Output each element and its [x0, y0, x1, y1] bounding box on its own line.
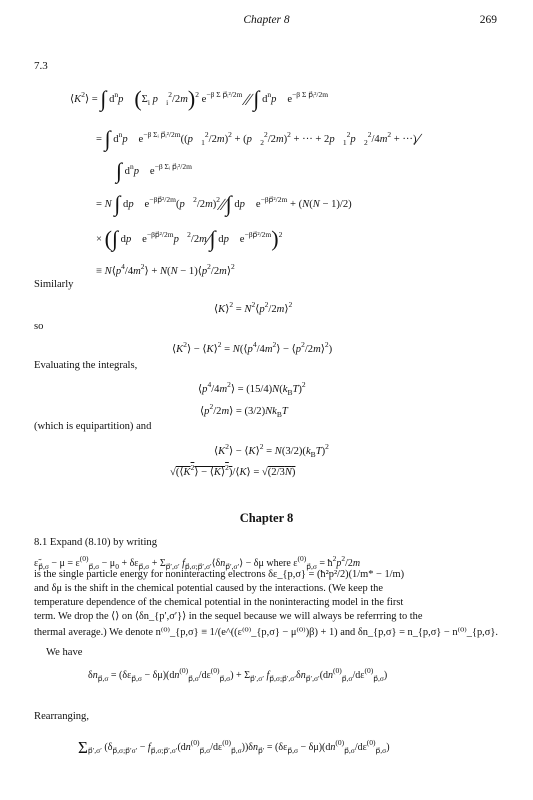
problem-number-7-3: 7.3: [34, 60, 48, 72]
text-8-1-line6: term. We drop the ⟨⟩ on ⟨δn_{p′,σ′}⟩ in the sequel because we will always be referrring to the: [34, 611, 423, 622]
chapter-heading: Chapter 8: [239, 511, 294, 525]
text-we-have: We have: [46, 647, 83, 658]
equation-p4-average: $⟨p^4/4m^2⟩ = (15/4)N(k_BT)^2$: [198, 380, 306, 397]
equation-variance-result: $⟨K^2⟩$ − ⟨K⟩$^2$ = $N(3/2)(k_BT)^2$: [214, 442, 329, 459]
equation-variance: $⟨K^2⟩$ − ⟨K⟩$^2$ = $N(⟨p^4/4m^2⟩$ − $⟨p^2/2m⟩^2$): [172, 340, 333, 355]
text-8-1-line4: and δμ is the shift in the chemical potential caused by the interactions. (We keep the: [34, 583, 383, 594]
equation-delta-n: $\delta n_{p⃗,\sigma} = (\delta\varepsilon_{p⃗,\sigma} - \delta\mu)(dn^{(0)}_{p⃗,\sigma}/d\varepsilon^{(0)}_{p⃗,\sigma}) + \Sigma_{p⃗',\sigma'}$ $f_{p⃗,\sigma;p⃗',\sigma'}\delta n_{p⃗',\sigma'}(dn^{(0)}_{p⃗,\sigma}/d\varepsilon^{(0)}_{p⃗,\sigma})$: [88, 666, 388, 683]
text-so: so: [34, 321, 44, 332]
equation-rearranged: $\Sigma_{p⃗',\sigma'}$ $(\delta_{p⃗,\sigma;p⃗'\sigma'} - f_{p⃗,\sigma;p⃗',\sigma'}(dn^{(0)}_{p⃗,\sigma}/d\varepsilon^{(0)}_{p⃗,\sigma}))\delta n_{p⃗'} = (\delta\varepsilon_{p⃗,\sigma} - \delta\mu)(dn^{(0)}_{p⃗,\sigma}/d\varepsilon^{(0)}_{p⃗,\sigma})$: [78, 738, 390, 757]
text-rearranging: Rearranging,: [34, 711, 90, 722]
equation-expansion: = ∫ $d^np⃗$ $e^{-\beta \Sigma ᵢ p⃗ᵢ^2/2m}((p⃗_1^2/2m)^2$ + $(p⃗_2^2/2m)^2$ + ··· + $2p⃗_1^2p⃗_2^2/4m^2$ + ···)∕: [96, 126, 420, 151]
equation-k2-definition: $⟨K^2⟩$ = ∫ $d^np⃗$ ($\Sigma_i$ $p⃗_i^2/2m)^2$ $e^{-\beta \Sigma p⃗ᵢ^2/2m}$ ∕∕ ∫ $d^np⃗$ $e^{-\beta \Sigma p⃗ᵢ^2/2m}$: [70, 86, 329, 111]
text-8-1-intro: 8.1 Expand (8.10) by writing: [34, 537, 157, 548]
text-similarly: Similarly: [34, 279, 74, 290]
page-header: [0, 14, 533, 32]
text-8-1-line7: thermal average.) We denote n⁽⁰⁾_{p,σ} ≡ 1/(e^((ε⁽⁰⁾_{p,σ} − μ⁽⁰⁾)β) + 1) and δn_{p,σ} = n_{p,σ} − n⁽⁰⁾_{p,σ}.: [34, 627, 498, 638]
page-number: 269: [479, 14, 497, 26]
text-8-1-line3: is the single particle energy for noninteracting electrons δε_{p,σ} = (ħ²p²/2)(1/m* − 1/m): [34, 569, 405, 580]
text-equipartition: (which is equipartition) and: [34, 421, 152, 432]
equation-k-squared: ⟨K⟩$^2$ = $N^2⟨p^2/2m⟩^2$: [214, 300, 293, 315]
equation-normalization: ∫ $d^np⃗$ $e^{-\beta \Sigma ᵢ p⃗ᵢ^2/2m}$: [116, 158, 192, 183]
equation-quasiparticle-energy: $\varepsiloñ_{p⃗,\sigma} - \mu = \varepsilon^{(0)}_{p⃗,\sigma} - \mu_0 + \delta\varepsilon_{p⃗,\sigma} + \Sigma_{p⃗',\sigma'}$ $f_{p⃗,\sigma;p⃗',\sigma'}⟨\delta n_{p⃗',\sigma'}⟩ - \delta\mu$ where $\varepsilon^{(0)}_{p⃗,\sigma}$ = $ħ^2p^2/2m$: [34, 554, 361, 571]
running-head: Chapter 8: [243, 14, 290, 26]
eq-lhs: $⟨K^2⟩$ =: [70, 90, 98, 105]
text-evaluating: Evaluating the integrals,: [34, 360, 138, 371]
equation-p2-average: $⟨p^2/2m⟩ = (3/2)Nk_BT$: [200, 402, 288, 419]
text-8-1-line5: temperature dependence of the chemical potential in the noninteracting model in the first: [34, 597, 404, 608]
equation-relative-fluctuation: $√(⟨K^2⟩$ − ⟨K⟩$^2$)/⟨K⟩ = √(2/3N): [170, 463, 296, 478]
equation-single-particle: = N ∫ dp⃗ $e^{-\beta p⃗^2/2m}(p⃗^2/2m)^2∕∕\int$ dp⃗ $e^{-\beta p⃗^2/2m} + (N(N - 1)/2)$: [96, 191, 352, 216]
equation-cross-term: × (∫ dp⃗ $e^{-\beta p⃗^2/2m}p⃗^2/2m∕\int$ dp⃗ $e^{-\beta p⃗^2/2m})^2$: [96, 226, 283, 251]
equation-result: ≡ $N⟨p^4/4m^2⟩ + N(N$ − $1)⟨p^2/2m⟩^2$: [96, 262, 235, 277]
